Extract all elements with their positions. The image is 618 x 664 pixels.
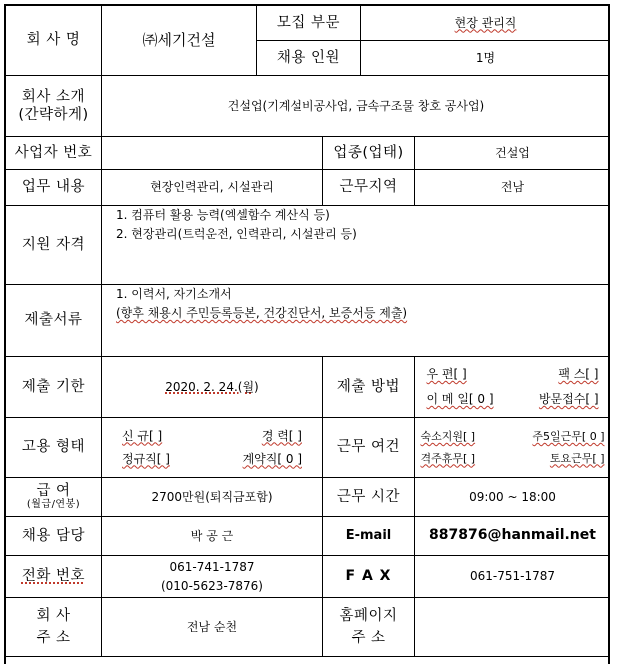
recruit-dept-value: 현장 관리직 [454,15,517,30]
intro-label-line2: (간략하게) [18,107,89,123]
documents-line2: (향후 채용시 주민등록등본, 건강진단서, 보증서등 제출) [116,306,408,321]
contact-value: 박 공 근 [190,528,234,543]
intro-value: 건설업(기계설비공사업, 금속구조물 창호 공사업) [227,98,485,113]
employment-row2 [122,452,302,467]
qualification-line2: 2. 현장관리(트럭운전, 인력관리, 시설관리 등) [116,227,357,242]
salary-label-line1: 급 여 [36,482,71,499]
homepage-label [323,598,414,656]
career-option: 경 력[ ] [261,428,302,443]
conditions-label: 근무 여건 [336,439,401,456]
row-divider [6,656,610,657]
address-label-line2: 주 소 [36,630,71,646]
duty-label: 업무 내용 [21,179,86,196]
biweekly-option: 격주휴무[ ] [420,451,476,465]
salary-label [6,478,101,516]
email-label: E-mail [345,527,392,543]
mail-option: 우 편[ ] [426,367,467,381]
industry-label: 업종(업태) [333,144,404,161]
qualification-label: 지원 자격 [21,236,86,253]
email-option: 이 메 일[ 0 ] [426,392,494,406]
address-label [6,598,101,656]
saturday-option: 토요근무[ ] [549,451,605,465]
regular-option: 정규직[ ] [122,451,170,466]
homepage-label-line1: 홈페이지 [339,607,398,624]
documents-value [102,285,610,356]
homepage-label-line2: 주 소 [351,630,386,646]
duty-value: 현장인력관리, 시설관리 [150,180,274,194]
biz-no-value [102,137,322,169]
submit-method-label: 제출 방법 [336,378,401,395]
salary-value: 2700만원(퇴직금포함) [151,489,273,504]
deadline-label: 제출 기한 [21,378,86,395]
phone-line1: 061-741-1787 [169,559,255,574]
recruit-dept-label: 모집 부문 [276,14,341,31]
work-area-value: 전남 [500,180,525,194]
deadline-value: 2020. 2. 24.(월) [165,379,259,394]
contact-label: 채용 담당 [21,527,86,544]
dorm-option: 숙소지원[ ] [420,429,476,443]
conditions-row2 [421,452,605,466]
headcount-label: 채용 인원 [276,49,341,66]
address-label-line1: 회 사 [36,607,71,624]
conditions-row1 [421,430,605,444]
homepage-value [415,598,610,656]
fax-label: F A X [345,567,392,584]
contract-option: 계약직[ 0 ] [242,451,302,466]
email-value[interactable]: 887876@hanmail.net [429,527,596,544]
five-day-option: 주5일근무[ 0 ] [532,429,605,443]
employment-type-value [102,418,322,477]
fax-option: 팩 스[ ] [558,367,599,381]
conditions-value [415,418,610,477]
hours-value: 09:00 ~ 18:00 [469,489,556,504]
fax-value: 061-751-1787 [469,569,555,583]
employment-type-label: 고용 형태 [21,439,86,456]
salary-label-line2: (월급/연봉) [26,499,81,511]
biz-no-label: 사업자 번호 [14,144,93,161]
employment-row1 [122,429,302,444]
visit-option: 방문접수[ ] [538,392,599,406]
address-value: 전남 순천 [186,619,238,634]
company-label: 회 사 명 [26,32,81,49]
new-option: 신 규[ ] [122,428,163,443]
documents-label: 제출서류 [24,312,83,329]
intro-label-line1: 회사 소개 [21,88,86,105]
hours-label: 근무 시간 [336,488,401,505]
phone-value [102,556,322,597]
submit-method-row2 [427,392,599,407]
phone-label: 전화 번호 [21,568,86,585]
documents-line1: 1. 이력서, 자기소개서 [116,287,232,301]
qualification-value [102,206,610,284]
submit-method-value [415,357,610,417]
headcount-value: 1명 [475,50,496,65]
phone-line2: (010-5623-7876) [160,578,263,593]
intro-label [6,76,101,136]
qualification-line1: 1. 컴퓨터 활용 능력(엑셀함수 계산식 등) [116,208,330,222]
submit-method-row1 [427,367,599,382]
company-value: ㈜세기건설 [142,31,216,50]
industry-value: 건설업 [495,145,530,160]
work-area-label: 근무지역 [339,179,398,196]
